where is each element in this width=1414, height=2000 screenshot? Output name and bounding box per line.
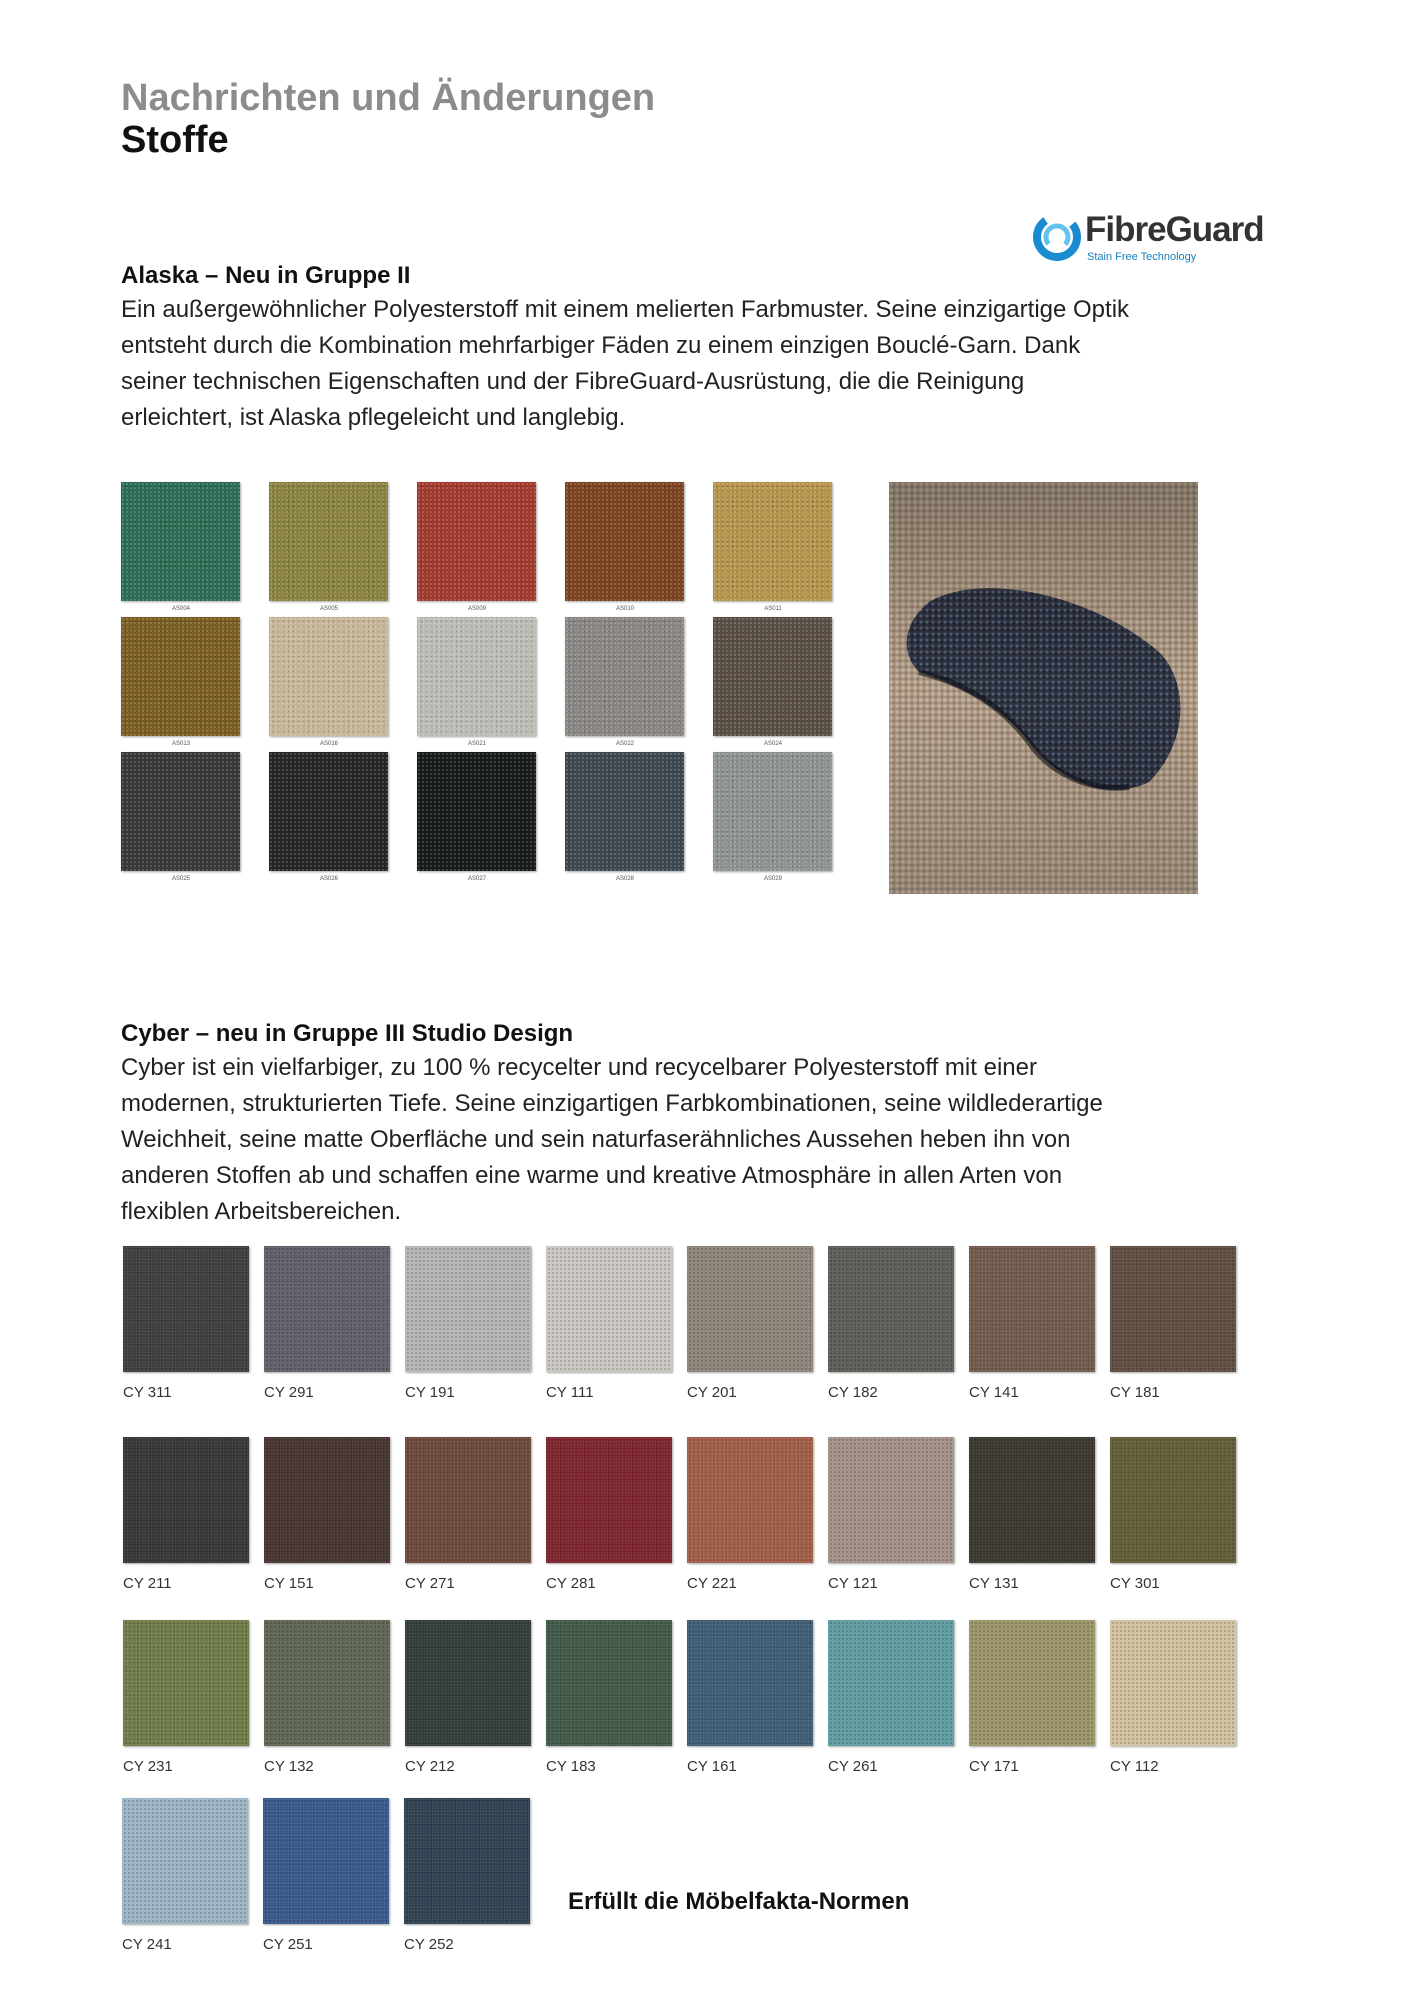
alaska-swatch — [121, 752, 240, 871]
cyber-swatch-code: CY 141 — [969, 1384, 1019, 1401]
cyber-body-line: Cyber ist ein vielfarbiger, zu 100 % recycelter und recycelbarer Polyesterstoff mit einer — [121, 1054, 1037, 1081]
cyber-swatch-code: CY 121 — [828, 1575, 878, 1592]
cyber-swatch — [123, 1437, 249, 1563]
alaska-swatch — [713, 752, 832, 871]
alaska-swatch-code: AS024 — [763, 741, 782, 747]
cyber-swatch — [122, 1798, 248, 1924]
alaska-swatch-code: AS022 — [615, 741, 634, 747]
cyber-swatch-code: CY 311 — [123, 1384, 172, 1401]
alaska-swatch — [269, 752, 388, 871]
alaska-body-line: erleichtert, ist Alaska pflegeleicht und langlebig. — [121, 404, 626, 431]
cyber-swatch — [1110, 1437, 1236, 1563]
cyber-swatch-code: CY 161 — [687, 1758, 737, 1775]
alaska-body-line: seiner technischen Eigenschaften und der FibreGuard-Ausrüstung, die die Reinigung — [121, 368, 1025, 395]
alaska-swatch-code: AS029 — [763, 876, 782, 882]
cyber-swatch — [969, 1437, 1095, 1563]
cyber-swatch — [828, 1246, 954, 1372]
alaska-title: Alaska – Neu in Gruppe II — [121, 262, 411, 289]
alaska-swatch — [269, 482, 388, 601]
alaska-swatch — [565, 617, 684, 736]
cyber-swatch-code: CY 183 — [546, 1758, 596, 1775]
alaska-swatch-code: AS021 — [467, 741, 486, 747]
alaska-swatch — [417, 752, 536, 871]
cyber-swatch-code: CY 212 — [405, 1758, 455, 1775]
cyber-swatch — [546, 1620, 672, 1746]
page-supertitle: Nachrichten und Änderungen — [121, 77, 656, 119]
alaska-swatch-code: AS010 — [615, 606, 634, 612]
cyber-swatch-code: CY 221 — [687, 1575, 737, 1592]
alaska-swatch — [713, 617, 832, 736]
alaska-swatch-code: AS016 — [319, 741, 338, 747]
cyber-title: Cyber – neu in Gruppe III Studio Design — [121, 1020, 574, 1047]
cyber-swatch — [263, 1798, 389, 1924]
cyber-swatch-code: CY 191 — [405, 1384, 455, 1401]
logo-brand: FibreGuard — [1085, 210, 1264, 249]
cyber-body-line: flexiblen Arbeitsbereichen. — [121, 1198, 402, 1225]
cyber-swatch — [828, 1437, 954, 1563]
alaska-swatch-code: AS028 — [615, 876, 634, 882]
cyber-swatch — [264, 1246, 390, 1372]
cyber-swatch — [969, 1620, 1095, 1746]
cyber-swatch-code: CY 261 — [828, 1758, 878, 1775]
cyber-body-line: anderen Stoffen ab und schaffen eine warme und kreative Atmosphäre in allen Arten von — [121, 1162, 1063, 1189]
alaska-swatch-code: AS004 — [171, 606, 190, 612]
cyber-swatch — [405, 1246, 531, 1372]
cyber-swatch-code: CY 111 — [546, 1384, 594, 1401]
alaska-swatch — [417, 617, 536, 736]
alaska-swatch-code: AS027 — [467, 876, 486, 882]
cyber-swatch-code: CY 231 — [123, 1758, 173, 1775]
alaska-swatch-code: AS026 — [319, 876, 338, 882]
cyber-description — [121, 1050, 1271, 1230]
alaska-swatch-code: AS025 — [171, 876, 190, 882]
cyber-swatch — [264, 1620, 390, 1746]
cyber-swatch-code: CY 252 — [404, 1936, 454, 1953]
cyber-body-line: Weichheit, seine matte Oberfläche und sein naturfaserähnliches Aussehen heben ihn von — [121, 1126, 1071, 1153]
cyber-section — [121, 1020, 1271, 1230]
cyber-swatch-code: CY 291 — [264, 1384, 314, 1401]
cyber-swatch — [969, 1246, 1095, 1372]
cyber-swatch-code: CY 151 — [264, 1575, 314, 1592]
cyber-body-line: modernen, strukturierten Tiefe. Seine einzigartigen Farbkombinationen, seine wildlederartige — [121, 1090, 1103, 1117]
alaska-fabric-photo — [889, 482, 1198, 894]
cyber-swatch — [687, 1437, 813, 1563]
cyber-swatch-code: CY 171 — [969, 1758, 1019, 1775]
cyber-swatch — [405, 1620, 531, 1746]
alaska-swatch-code: AS011 — [764, 606, 782, 612]
alaska-swatch — [565, 482, 684, 601]
cyber-swatch-code: CY 211 — [123, 1575, 172, 1592]
cyber-swatch-code: CY 182 — [828, 1384, 878, 1401]
alaska-swatch — [565, 752, 684, 871]
cyber-swatch — [828, 1620, 954, 1746]
cyber-swatch-code: CY 251 — [263, 1936, 313, 1953]
cyber-swatch — [1110, 1620, 1236, 1746]
fibreguard-logo — [1033, 208, 1263, 266]
cyber-swatch-code: CY 281 — [546, 1575, 596, 1592]
alaska-swatch — [713, 482, 832, 601]
cyber-swatch-code: CY 241 — [122, 1936, 172, 1953]
alaska-body-line: Ein außergewöhnlicher Polyesterstoff mit einem melierten Farbmuster. Seine einzigartige Optik — [121, 296, 1130, 323]
cyber-swatch — [405, 1437, 531, 1563]
alaska-swatch-code: AS005 — [319, 606, 338, 612]
alaska-swatch-code: AS009 — [467, 606, 486, 612]
fibreguard-logo-icon — [1033, 210, 1081, 264]
cyber-swatch — [123, 1246, 249, 1372]
cyber-swatch — [687, 1246, 813, 1372]
cyber-swatch-code: CY 271 — [405, 1575, 455, 1592]
cyber-swatch — [123, 1620, 249, 1746]
cyber-swatch — [687, 1620, 813, 1746]
compliance-note: Erfüllt die Möbelfakta-Normen — [568, 1888, 910, 1915]
alaska-swatch-code: AS013 — [171, 741, 190, 747]
cyber-swatch-code: CY 301 — [1110, 1575, 1160, 1592]
alaska-body-line: entsteht durch die Kombination mehrfarbiger Fäden zu einem einzigen Bouclé-Garn. Dank — [121, 332, 1081, 359]
cyber-swatch — [404, 1798, 530, 1924]
cyber-swatch — [546, 1246, 672, 1372]
alaska-swatch — [417, 482, 536, 601]
alaska-section — [121, 262, 1271, 436]
cyber-swatch — [546, 1437, 672, 1563]
alaska-description — [121, 292, 1271, 436]
cyber-swatch — [264, 1437, 390, 1563]
alaska-swatch — [269, 617, 388, 736]
page-title: Stoffe — [121, 119, 229, 161]
alaska-swatch — [121, 482, 240, 601]
cyber-swatch — [1110, 1246, 1236, 1372]
logo-tagline: Stain Free Technology — [1087, 251, 1197, 263]
cyber-swatch-code: CY 112 — [1110, 1758, 1159, 1775]
cyber-swatch-code: CY 201 — [687, 1384, 737, 1401]
alaska-swatch — [121, 617, 240, 736]
cyber-swatch-code: CY 132 — [264, 1758, 314, 1775]
cyber-swatch-code: CY 131 — [969, 1575, 1019, 1592]
cyber-swatch-code: CY 181 — [1110, 1384, 1160, 1401]
